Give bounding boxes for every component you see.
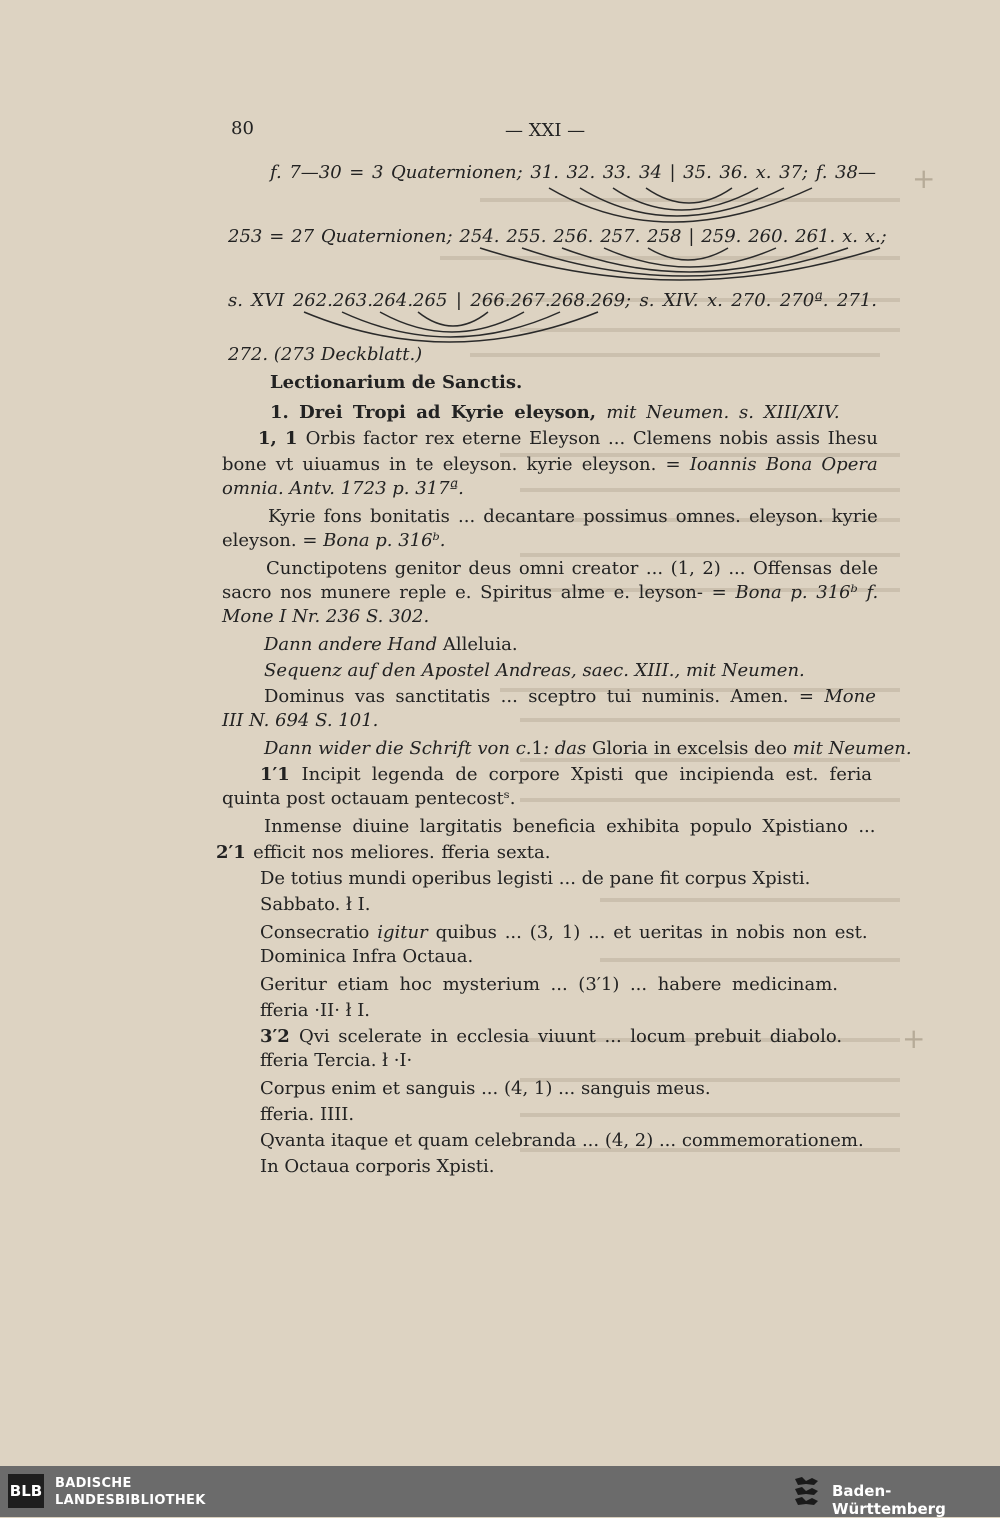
text-segment: Dann wider die Schrift von c. [264, 738, 532, 759]
text-segment: Sabbato. ł I. [260, 894, 371, 915]
text-line-l-27 [260, 946, 473, 968]
text-segment: Dominica Infra Octaua. [260, 946, 474, 967]
text-segment: omnia. Antv. 1723 p. 317ª. [222, 478, 464, 499]
text-segment: Incipit legenda de corpore Xpisti que incipienda est. feria [301, 764, 872, 785]
text-line-l-34 [260, 1130, 864, 1152]
text-line-l-21 [222, 788, 516, 810]
text-segment: mit Neumen. s. XIII/XIV. [606, 402, 840, 423]
text-line-quire-4 [228, 344, 422, 366]
text-segment: s. XVI 262.263.264.265 | 266.267.268.269; s. XIV. x. 270. 270ª. 271. [228, 290, 878, 311]
text-line-l-33 [260, 1104, 354, 1126]
text-line-quire-1 [270, 162, 876, 184]
text-line-l-10 [268, 506, 878, 528]
text-segment: De totius mundi operibus legisti ... de pane fit corpus Xpisti. [260, 868, 811, 889]
text-line-l-26 [260, 922, 868, 944]
text-segment: In Octaua corporis Xpisti. [260, 1156, 495, 1177]
text-segment: Qvanta itaque et quam celebranda ... (4, 2) ... commemorationem. [260, 1130, 864, 1151]
text-line-l-22 [264, 816, 876, 838]
text-segment: III N. 694 S. 101. [222, 710, 379, 731]
coat-of-arms-icon [792, 1475, 822, 1509]
text-segment: Dominus vas sanctitatis ... sceptro tui numinis. Amen. = [264, 686, 825, 707]
text-segment: 3′2 [260, 1026, 299, 1047]
text-segment: Mone [824, 686, 876, 707]
footer-bar [0, 1466, 1000, 1517]
running-head: — XXI — [505, 120, 586, 141]
svg-text:+: + [902, 1022, 926, 1055]
library-name[interactable] [55, 1475, 206, 1509]
text-segment: Bona p. 316ᵇ f. [735, 582, 879, 603]
text-line-l-19 [264, 738, 912, 760]
text-line-l-08 [222, 454, 878, 476]
text-line-l-09 [222, 478, 464, 500]
text-segment: Orbis factor rex eterne Eleyson ... Clemens nobis assis Ihesu [305, 428, 878, 449]
text-segment: 253 = 27 Quaternionen; 254. 255. 256. 257. 258 | 259. 260. 261. x. x.; [228, 226, 887, 247]
text-segment: mit Neumen. [792, 738, 912, 759]
text-segment: 1. Drei Tropi ad Kyrie eleyson, [270, 402, 607, 423]
text-segment: Qvi scelerate in ecclesia viuunt ... locum prebuit diabolo. [298, 1026, 843, 1047]
text-line-l-32 [260, 1078, 711, 1100]
text-segment: quinta post octauam pentecostˢ. [222, 788, 516, 809]
text-segment: Lectionarium de Sanctis. [270, 372, 523, 393]
text-segment: Corpus enim et sanguis ... (4, 1) ... sanguis meus. [260, 1078, 711, 1099]
text-segment: igitur [377, 922, 428, 943]
text-line-l-28 [260, 974, 838, 996]
text-line-l-16 [264, 660, 805, 682]
text-segment: Geritur etiam hoc mysterium ... (3′1) ... habere medicinam. [260, 974, 839, 995]
text-line-l-25 [260, 894, 370, 916]
text-line-l-12 [266, 558, 878, 580]
text-segment: 1, 1 [258, 428, 306, 449]
text-segment: Ioannis Bona Opera [689, 454, 878, 475]
text-segment: 1 [531, 738, 543, 759]
text-line-section-title [270, 372, 522, 394]
text-segment: Dann andere Hand [264, 634, 443, 655]
text-segment: Mone I Nr. 236 S. 302. [222, 606, 430, 627]
library-name-line1: BADISCHE [55, 1476, 132, 1491]
text-segment: bone vt uiuamus in te eleyson. kyrie eleyson. = [222, 454, 690, 475]
text-line-l-31 [260, 1050, 412, 1072]
text-segment: 272. (273 Deckblatt.) [228, 344, 423, 365]
text-line-item-1 [270, 402, 840, 424]
text-line-l-24 [260, 868, 810, 890]
text-segment: fferia Tercia. ł ·I· [260, 1050, 413, 1071]
state-name[interactable]: Baden-Württemberg [832, 1482, 946, 1518]
page-number: 80 [231, 118, 254, 139]
text-line-l-20 [260, 764, 872, 786]
text-segment: fferia. IIII. [260, 1104, 355, 1125]
text-line-l-14 [222, 606, 429, 628]
blb-logo[interactable]: BLB [8, 1474, 44, 1508]
text-segment: 2′1 [216, 842, 254, 863]
text-line-l-13 [222, 582, 878, 604]
text-segment: efficit nos meliores. fferia sexta. [253, 842, 551, 863]
text-line-l-35 [260, 1156, 495, 1178]
text-line-quire-3 [228, 290, 877, 312]
text-segment: Alleluia. [442, 634, 518, 655]
text-segment: f. 7—30 = 3 Quaternionen; 31. 32. 33. 34 | 35. 36. x. 37; f. 38— [270, 162, 876, 183]
text-segment: sacro nos munere reple e. Spiritus alme e. leyson- = [222, 582, 736, 603]
text-line-l-23 [216, 842, 550, 864]
text-line-l-17 [264, 686, 876, 708]
svg-text:+: + [912, 162, 936, 195]
text-segment: Cunctipotens genitor deus omni creator ... (1, 2) ... Offensas dele [266, 558, 879, 579]
text-segment: eleyson. = [222, 530, 324, 551]
text-segment: Kyrie fons bonitatis ... decantare possimus omnes. eleyson. kyrie [268, 506, 878, 527]
text-segment: Consecratio [260, 922, 378, 943]
text-line-l-30 [260, 1026, 842, 1048]
text-line-l-15 [264, 634, 518, 656]
text-line-l-29 [260, 1000, 370, 1022]
text-segment: Sequenz auf den Apostel Andreas, saec. XIII., mit Neumen. [264, 660, 805, 681]
text-segment: quibus ... (3, 1) ... et ueritas in nobis non est. [427, 922, 868, 943]
text-line-l-07 [258, 428, 878, 450]
text-line-quire-2 [228, 226, 887, 248]
text-line-l-11 [222, 530, 446, 552]
text-segment: : das [542, 738, 592, 759]
text-segment: Bona p. 316ᵇ. [323, 530, 446, 551]
text-line-l-18 [222, 710, 378, 732]
text-segment: 1′1 [260, 764, 302, 785]
text-segment: fferia ·II· ł I. [260, 1000, 371, 1021]
text-segment: Inmense diuine largitatis beneficia exhibita populo Xpistiano ... [264, 816, 876, 837]
library-name-line2: LANDESBIBLIOTHEK [55, 1493, 206, 1508]
text-segment: Gloria in excelsis deo [591, 738, 793, 759]
